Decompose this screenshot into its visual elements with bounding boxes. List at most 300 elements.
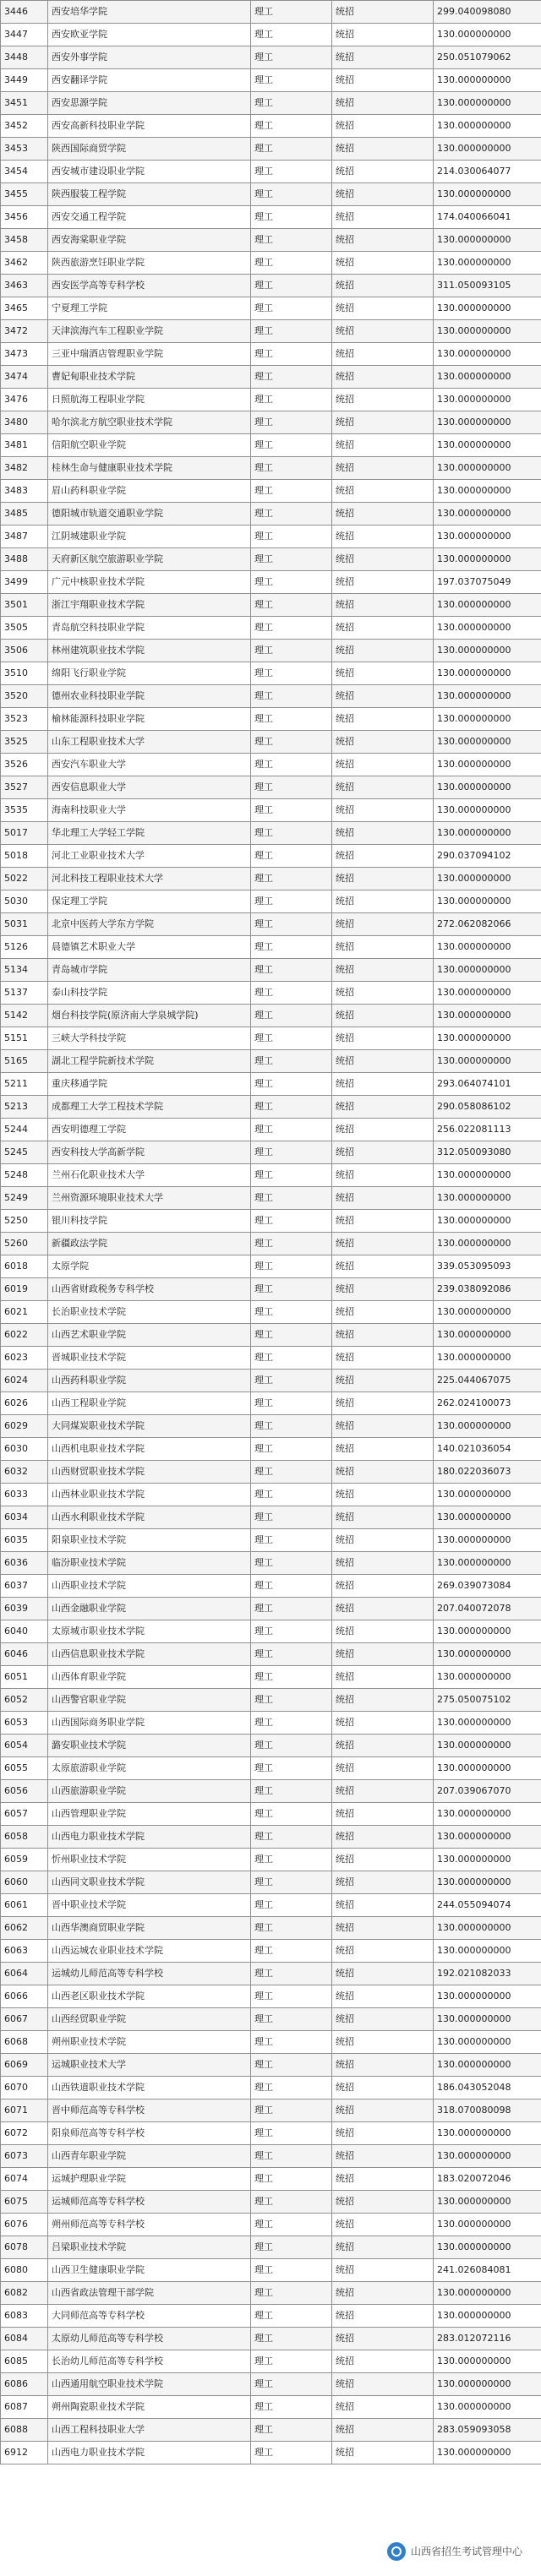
min-score-cell: 130.000000000: [434, 2054, 541, 2077]
min-score-cell: 130.000000000: [434, 617, 541, 640]
admission-type-cell: 统招: [332, 594, 434, 617]
subject-type-cell: 理工: [251, 640, 332, 662]
school-name-cell: 新疆政法学院: [48, 1233, 251, 1255]
admission-type-cell: 统招: [332, 161, 434, 183]
table-row: [1, 959, 541, 982]
school-code-cell: 3449: [1, 69, 48, 92]
table-row: [1, 183, 541, 206]
min-score-cell: 207.039067070: [434, 1780, 541, 1803]
school-code-cell: 3520: [1, 685, 48, 708]
school-code-cell: 6066: [1, 1985, 48, 2008]
school-code-cell: 6037: [1, 1575, 48, 1598]
school-code-cell: 5245: [1, 1141, 48, 1164]
subject-type-cell: 理工: [251, 2282, 332, 2305]
school-code-cell: 5250: [1, 1210, 48, 1233]
admission-type-cell: 统招: [332, 776, 434, 799]
school-name-cell: 三亚中瑞酒店管理职业学院: [48, 343, 251, 366]
school-code-cell: 3455: [1, 183, 48, 206]
school-code-cell: 6078: [1, 2236, 48, 2259]
school-name-cell: 运城幼儿师范高等专科学校: [48, 1963, 251, 1985]
subject-type-cell: 理工: [251, 183, 332, 206]
table-row: [1, 617, 541, 640]
table-row: [1, 1917, 541, 1940]
min-score-cell: 130.000000000: [434, 1301, 541, 1324]
school-code-cell: 5018: [1, 845, 48, 868]
admission-type-cell: 统招: [332, 2373, 434, 2396]
subject-type-cell: 理工: [251, 936, 332, 959]
school-code-cell: 6035: [1, 1529, 48, 1552]
table-row: [1, 2419, 541, 2442]
school-name-cell: 青岛航空科技职业学院: [48, 617, 251, 640]
table-row: [1, 2305, 541, 2328]
subject-type-cell: 理工: [251, 457, 332, 480]
subject-type-cell: 理工: [251, 1940, 332, 1963]
table-row: [1, 503, 541, 526]
school-code-cell: 3483: [1, 480, 48, 503]
school-name-cell: 天府新区航空旅游职业学院: [48, 548, 251, 571]
table-row: [1, 526, 541, 548]
school-code-cell: 3525: [1, 731, 48, 754]
school-code-cell: 6083: [1, 2305, 48, 2328]
school-code-cell: 6075: [1, 2191, 48, 2214]
table-row: [1, 1871, 541, 1894]
school-name-cell: 山西省财政税务专科学校: [48, 1278, 251, 1301]
subject-type-cell: 理工: [251, 1164, 332, 1187]
admission-type-cell: 统招: [332, 1324, 434, 1347]
table-row: [1, 776, 541, 799]
min-score-cell: 130.000000000: [434, 115, 541, 138]
school-code-cell: 3505: [1, 617, 48, 640]
admission-type-cell: 统招: [332, 2442, 434, 2464]
admission-type-cell: 统招: [332, 617, 434, 640]
min-score-cell: 130.000000000: [434, 799, 541, 822]
subject-type-cell: 理工: [251, 845, 332, 868]
school-code-cell: 3474: [1, 366, 48, 389]
admission-type-cell: 统招: [332, 959, 434, 982]
subject-type-cell: 理工: [251, 1, 332, 24]
school-code-cell: 3451: [1, 92, 48, 115]
table-row: [1, 206, 541, 229]
school-name-cell: 朔州师范高等专科学校: [48, 2214, 251, 2236]
subject-type-cell: 理工: [251, 2008, 332, 2031]
subject-type-cell: 理工: [251, 594, 332, 617]
table-row: [1, 1255, 541, 1278]
subject-type-cell: 理工: [251, 1529, 332, 1552]
subject-type-cell: 理工: [251, 799, 332, 822]
min-score-cell: 130.000000000: [434, 229, 541, 252]
admission-type-cell: 统招: [332, 799, 434, 822]
admission-type-cell: 统招: [332, 1096, 434, 1119]
admission-type-cell: 统招: [332, 1917, 434, 1940]
min-score-cell: 130.000000000: [434, 1940, 541, 1963]
table-row: [1, 936, 541, 959]
min-score-cell: 130.000000000: [434, 2396, 541, 2419]
subject-type-cell: 理工: [251, 1119, 332, 1141]
admission-type-cell: 统招: [332, 1620, 434, 1643]
table-row: [1, 434, 541, 457]
school-code-cell: 6086: [1, 2373, 48, 2396]
table-row: [1, 2099, 541, 2122]
subject-type-cell: 理工: [251, 24, 332, 46]
table-row: [1, 571, 541, 594]
school-code-cell: 3527: [1, 776, 48, 799]
school-name-cell: 西安城市建设职业学院: [48, 161, 251, 183]
table-row: [1, 2122, 541, 2145]
min-score-cell: 130.000000000: [434, 320, 541, 343]
min-score-cell: 262.024100073: [434, 1392, 541, 1415]
school-code-cell: 6087: [1, 2396, 48, 2419]
admission-type-cell: 统招: [332, 822, 434, 845]
table-row: [1, 1324, 541, 1347]
school-name-cell: 西安海棠职业学院: [48, 229, 251, 252]
school-name-cell: 江阴城建职业学院: [48, 526, 251, 548]
table-row: [1, 480, 541, 503]
table-row: [1, 913, 541, 936]
subject-type-cell: 理工: [251, 1985, 332, 2008]
school-code-cell: 6063: [1, 1940, 48, 1963]
school-code-cell: 3448: [1, 46, 48, 69]
table-row: [1, 1963, 541, 1985]
table-row: [1, 1438, 541, 1461]
table-row: [1, 1552, 541, 1575]
subject-type-cell: 理工: [251, 115, 332, 138]
table-row: [1, 1643, 541, 1666]
school-code-cell: 3476: [1, 389, 48, 411]
min-score-cell: 130.000000000: [434, 2191, 541, 2214]
admission-type-cell: 统招: [332, 457, 434, 480]
admission-type-cell: 统招: [332, 252, 434, 275]
subject-type-cell: 理工: [251, 959, 332, 982]
table-row: [1, 24, 541, 46]
min-score-cell: 130.000000000: [434, 1484, 541, 1506]
admission-type-cell: 统招: [332, 503, 434, 526]
school-name-cell: 太原幼儿师范高等专科学校: [48, 2328, 251, 2350]
subject-type-cell: 理工: [251, 1666, 332, 1689]
school-name-cell: 兰州资源环境职业技术大学: [48, 1187, 251, 1210]
school-code-cell: 6061: [1, 1894, 48, 1917]
school-name-cell: 山东工程职业技术大学: [48, 731, 251, 754]
school-name-cell: 山西运城农业职业技术学院: [48, 1940, 251, 1963]
school-name-cell: 山西管理职业学院: [48, 1803, 251, 1826]
school-code-cell: 5211: [1, 1073, 48, 1096]
subject-type-cell: 理工: [251, 2442, 332, 2464]
school-name-cell: 陕西旅游烹饪职业学院: [48, 252, 251, 275]
admission-type-cell: 统招: [332, 1301, 434, 1324]
table-row: [1, 1461, 541, 1484]
school-name-cell: 海南科技职业大学: [48, 799, 251, 822]
table-row: [1, 343, 541, 366]
school-code-cell: 6062: [1, 1917, 48, 1940]
admission-type-cell: 统招: [332, 685, 434, 708]
school-name-cell: 山西林业职业技术学院: [48, 1484, 251, 1506]
admission-type-cell: 统招: [332, 1849, 434, 1871]
school-name-cell: 山西华澳商贸职业学院: [48, 1917, 251, 1940]
admission-type-cell: 统招: [332, 1278, 434, 1301]
table-row: [1, 2145, 541, 2168]
subject-type-cell: 理工: [251, 890, 332, 913]
min-score-cell: 130.000000000: [434, 982, 541, 1005]
school-name-cell: 大同师范高等专科学校: [48, 2305, 251, 2328]
admission-type-cell: 统招: [332, 1689, 434, 1712]
subject-type-cell: 理工: [251, 389, 332, 411]
school-code-cell: 5244: [1, 1119, 48, 1141]
min-score-cell: 130.000000000: [434, 754, 541, 776]
school-code-cell: 3485: [1, 503, 48, 526]
table-row: [1, 1506, 541, 1529]
subject-type-cell: 理工: [251, 2305, 332, 2328]
school-code-cell: 3487: [1, 526, 48, 548]
subject-type-cell: 理工: [251, 1871, 332, 1894]
school-name-cell: 河北科技工程职业技术大学: [48, 868, 251, 890]
school-name-cell: 西安培华学院: [48, 1, 251, 24]
subject-type-cell: 理工: [251, 206, 332, 229]
admission-type-cell: 统招: [332, 1, 434, 24]
school-name-cell: 西安明德理工学院: [48, 1119, 251, 1141]
admission-type-cell: 统招: [332, 275, 434, 297]
school-name-cell: 山西职业技术学院: [48, 1575, 251, 1598]
subject-type-cell: 理工: [251, 2168, 332, 2191]
admission-type-cell: 统招: [332, 229, 434, 252]
school-code-cell: 6072: [1, 2122, 48, 2145]
admission-type-cell: 统招: [332, 183, 434, 206]
school-name-cell: 烟台科技学院(原济南大学泉城学院): [48, 1005, 251, 1027]
school-code-cell: 6070: [1, 2077, 48, 2099]
table-row: [1, 548, 541, 571]
min-score-cell: 130.000000000: [434, 685, 541, 708]
subject-type-cell: 理工: [251, 754, 332, 776]
admission-type-cell: 统招: [332, 731, 434, 754]
admission-type-cell: 统招: [332, 2122, 434, 2145]
school-name-cell: 桂林生命与健康职业技术学院: [48, 457, 251, 480]
school-code-cell: 6036: [1, 1552, 48, 1575]
subject-type-cell: 理工: [251, 503, 332, 526]
school-name-cell: 大同煤炭职业技术学院: [48, 1415, 251, 1438]
table-row: [1, 2031, 541, 2054]
min-score-cell: 269.039073084: [434, 1575, 541, 1598]
table-row: [1, 1985, 541, 2008]
school-code-cell: 3446: [1, 1, 48, 24]
min-score-cell: 130.000000000: [434, 1803, 541, 1826]
table-row: [1, 1757, 541, 1780]
subject-type-cell: 理工: [251, 548, 332, 571]
subject-type-cell: 理工: [251, 731, 332, 754]
min-score-cell: 130.000000000: [434, 1347, 541, 1370]
school-name-cell: 潞安职业技术学院: [48, 1735, 251, 1757]
subject-type-cell: 理工: [251, 1689, 332, 1712]
school-code-cell: 6064: [1, 1963, 48, 1985]
school-name-cell: 山西工程科技职业大学: [48, 2419, 251, 2442]
admission-type-cell: 统招: [332, 640, 434, 662]
school-name-cell: 浙江宇翔职业技术学院: [48, 594, 251, 617]
table-row: [1, 1278, 541, 1301]
school-name-cell: 山西水利职业技术学院: [48, 1506, 251, 1529]
table-row: [1, 2077, 541, 2099]
school-name-cell: 宁夏理工学院: [48, 297, 251, 320]
school-code-cell: 3462: [1, 252, 48, 275]
subject-type-cell: 理工: [251, 1210, 332, 1233]
admission-type-cell: 统招: [332, 434, 434, 457]
min-score-cell: 241.026084081: [434, 2259, 541, 2282]
school-code-cell: 6040: [1, 1620, 48, 1643]
school-code-cell: 5248: [1, 1164, 48, 1187]
min-score-cell: 130.000000000: [434, 2145, 541, 2168]
school-name-cell: 湖北工程学院新技术学院: [48, 1050, 251, 1073]
table-row: [1, 1301, 541, 1324]
subject-type-cell: 理工: [251, 1963, 332, 1985]
table-row: [1, 685, 541, 708]
subject-type-cell: 理工: [251, 1255, 332, 1278]
school-name-cell: 山西机电职业技术学院: [48, 1438, 251, 1461]
school-code-cell: 3526: [1, 754, 48, 776]
min-score-cell: 244.055094074: [434, 1894, 541, 1917]
min-score-cell: 256.022081113: [434, 1119, 541, 1141]
admission-type-cell: 统招: [332, 1392, 434, 1415]
admission-type-cell: 统招: [332, 297, 434, 320]
subject-type-cell: 理工: [251, 92, 332, 115]
school-name-cell: 朔州陶瓷职业技术学院: [48, 2396, 251, 2419]
table-row: [1, 1620, 541, 1643]
admission-type-cell: 统招: [332, 1255, 434, 1278]
min-score-cell: 130.000000000: [434, 526, 541, 548]
subject-type-cell: 理工: [251, 1803, 332, 1826]
admission-type-cell: 统招: [332, 913, 434, 936]
admission-type-cell: 统招: [332, 868, 434, 890]
school-code-cell: 5137: [1, 982, 48, 1005]
school-name-cell: 北京中医药大学东方学院: [48, 913, 251, 936]
school-name-cell: 德阳城市轨道交通职业学院: [48, 503, 251, 526]
school-name-cell: 西安汽车职业大学: [48, 754, 251, 776]
table-row: [1, 822, 541, 845]
admission-type-cell: 统招: [332, 1757, 434, 1780]
table-row: [1, 1050, 541, 1073]
school-code-cell: 6046: [1, 1643, 48, 1666]
subject-type-cell: 理工: [251, 1233, 332, 1255]
min-score-cell: 130.000000000: [434, 1849, 541, 1871]
school-code-cell: 6021: [1, 1301, 48, 1324]
school-code-cell: 3488: [1, 548, 48, 571]
subject-type-cell: 理工: [251, 1552, 332, 1575]
school-name-cell: 华北理工大学轻工学院: [48, 822, 251, 845]
admission-type-cell: 统招: [332, 2236, 434, 2259]
min-score-cell: 250.051079062: [434, 46, 541, 69]
table-row: [1, 1780, 541, 1803]
subject-type-cell: 理工: [251, 617, 332, 640]
school-name-cell: 陕西服装工程学院: [48, 183, 251, 206]
table-row: [1, 115, 541, 138]
subject-type-cell: 理工: [251, 2054, 332, 2077]
school-code-cell: 5022: [1, 868, 48, 890]
school-code-cell: 6085: [1, 2350, 48, 2373]
min-score-cell: 130.000000000: [434, 1735, 541, 1757]
table-row: [1, 1370, 541, 1392]
school-code-cell: 6088: [1, 2419, 48, 2442]
table-row: [1, 320, 541, 343]
min-score-cell: 192.021082033: [434, 1963, 541, 1985]
table-row: [1, 2350, 541, 2373]
school-code-cell: 6058: [1, 1826, 48, 1849]
admission-type-cell: 统招: [332, 1598, 434, 1620]
admission-type-cell: 统招: [332, 2214, 434, 2236]
school-name-cell: 阳泉职业技术学院: [48, 1529, 251, 1552]
school-code-cell: 6030: [1, 1438, 48, 1461]
min-score-cell: 312.050093080: [434, 1141, 541, 1164]
admission-type-cell: 统招: [332, 1643, 434, 1666]
subject-type-cell: 理工: [251, 2214, 332, 2236]
admission-type-cell: 统招: [332, 1780, 434, 1803]
school-name-cell: 西安思源学院: [48, 92, 251, 115]
school-name-cell: 青岛城市学院: [48, 959, 251, 982]
school-code-cell: 3535: [1, 799, 48, 822]
table-row: [1, 2282, 541, 2305]
admission-type-cell: 统招: [332, 2305, 434, 2328]
admission-type-cell: 统招: [332, 2077, 434, 2099]
min-score-cell: 130.000000000: [434, 1050, 541, 1073]
admission-type-cell: 统招: [332, 2259, 434, 2282]
table-row: [1, 2008, 541, 2031]
min-score-cell: 130.000000000: [434, 2305, 541, 2328]
school-name-cell: 泰山科技学院: [48, 982, 251, 1005]
min-score-cell: 130.000000000: [434, 389, 541, 411]
subject-type-cell: 理工: [251, 1141, 332, 1164]
school-code-cell: 6057: [1, 1803, 48, 1826]
table-row: [1, 2236, 541, 2259]
min-score-cell: 130.000000000: [434, 503, 541, 526]
school-name-cell: 山西财贸职业技术学院: [48, 1461, 251, 1484]
school-code-cell: 6068: [1, 2031, 48, 2054]
table-row: [1, 1164, 541, 1187]
school-code-cell: 6080: [1, 2259, 48, 2282]
admission-type-cell: 统招: [332, 1370, 434, 1392]
table-row: [1, 411, 541, 434]
school-code-cell: 6067: [1, 2008, 48, 2031]
table-row: [1, 1803, 541, 1826]
subject-type-cell: 理工: [251, 1917, 332, 1940]
admission-type-cell: 统招: [332, 2396, 434, 2419]
school-name-cell: 吕梁职业技术学院: [48, 2236, 251, 2259]
school-name-cell: 山西老区职业技术学院: [48, 1985, 251, 2008]
school-code-cell: 3472: [1, 320, 48, 343]
admission-type-cell: 统招: [332, 1506, 434, 1529]
table-row: [1, 1141, 541, 1164]
admission-type-cell: 统招: [332, 526, 434, 548]
admission-type-cell: 统招: [332, 1712, 434, 1735]
subject-type-cell: 理工: [251, 411, 332, 434]
admission-type-cell: 统招: [332, 2282, 434, 2305]
school-name-cell: 眉山药科职业学院: [48, 480, 251, 503]
table-row: [1, 1666, 541, 1689]
table-row: [1, 1575, 541, 1598]
school-name-cell: 天津滨海汽车工程职业学院: [48, 320, 251, 343]
school-name-cell: 山西金融职业学院: [48, 1598, 251, 1620]
school-code-cell: 6076: [1, 2214, 48, 2236]
school-name-cell: 曹妃甸职业技术学院: [48, 366, 251, 389]
min-score-cell: 130.000000000: [434, 936, 541, 959]
min-score-cell: 130.000000000: [434, 183, 541, 206]
min-score-cell: 130.000000000: [434, 138, 541, 161]
table-row: [1, 1529, 541, 1552]
table-row: [1, 161, 541, 183]
min-score-cell: 130.000000000: [434, 868, 541, 890]
table-row: [1, 1415, 541, 1438]
subject-type-cell: 理工: [251, 1415, 332, 1438]
min-score-cell: 180.022036073: [434, 1461, 541, 1484]
min-score-cell: 290.058086102: [434, 1096, 541, 1119]
school-name-cell: 西安欧亚学院: [48, 24, 251, 46]
school-name-cell: 陕西国际商贸学院: [48, 138, 251, 161]
table-row: [1, 708, 541, 731]
school-name-cell: 西安翻译学院: [48, 69, 251, 92]
admission-type-cell: 统招: [332, 1461, 434, 1484]
